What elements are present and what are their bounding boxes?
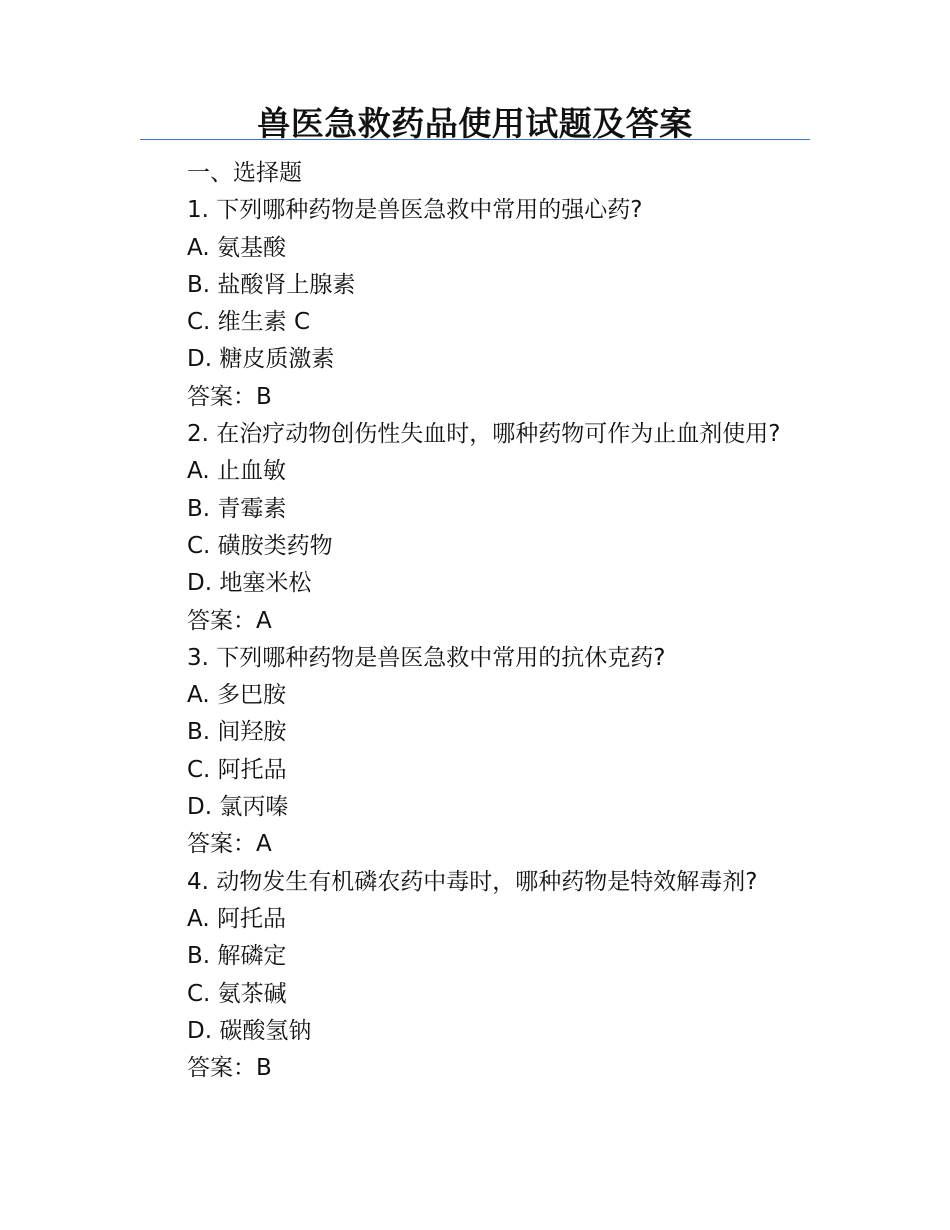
option-c: C. 阿托品 [187,756,287,783]
answer-text: 答案：A [187,831,272,858]
document-body [140,155,800,1087]
option-b: B. 盐酸肾上腺素 [187,271,356,298]
option-d: D. 糖皮质激素 [187,346,335,373]
answer-text: 答案：A [187,607,272,634]
option-c: C. 维生素 C [187,309,311,336]
option-a: A. 氨基酸 [187,234,286,261]
question-text: 4. 动物发生有机磷农药中毒时，哪种药物是特效解毒剂? [187,868,758,895]
option-d: D. 氯丙嗪 [187,794,289,821]
question-block-1 [140,192,800,416]
answer-text: 答案：B [187,383,272,410]
question-block-2 [140,416,800,640]
document-title: 兽医急救药品使用试题及答案 [257,104,693,143]
question-text: 1. 下列哪种药物是兽医急救中常用的强心药? [187,197,643,224]
option-a: A. 止血敏 [187,458,286,485]
question-block-3 [140,640,800,864]
question-text: 3. 下列哪种药物是兽医急救中常用的抗休克药? [187,644,666,671]
option-b: B. 解磷定 [187,943,287,970]
answer-text: 答案：B [187,1055,272,1082]
option-d: D. 地塞米松 [187,570,312,597]
option-c: C. 磺胺类药物 [187,532,333,559]
option-a: A. 阿托品 [187,905,286,932]
question-text: 2. 在治疗动物创伤性失血时，哪种药物可作为止血剂使用? [187,421,781,448]
section-heading: 一、选择题 [187,160,302,186]
title-underline [140,139,810,140]
option-b: B. 间羟胺 [187,719,287,746]
option-b: B. 青霉素 [187,495,287,522]
option-a: A. 多巴胺 [187,682,286,709]
question-block-4 [140,864,800,1088]
option-c: C. 氨茶碱 [187,980,287,1007]
option-d: D. 碳酸氢钠 [187,1017,312,1044]
